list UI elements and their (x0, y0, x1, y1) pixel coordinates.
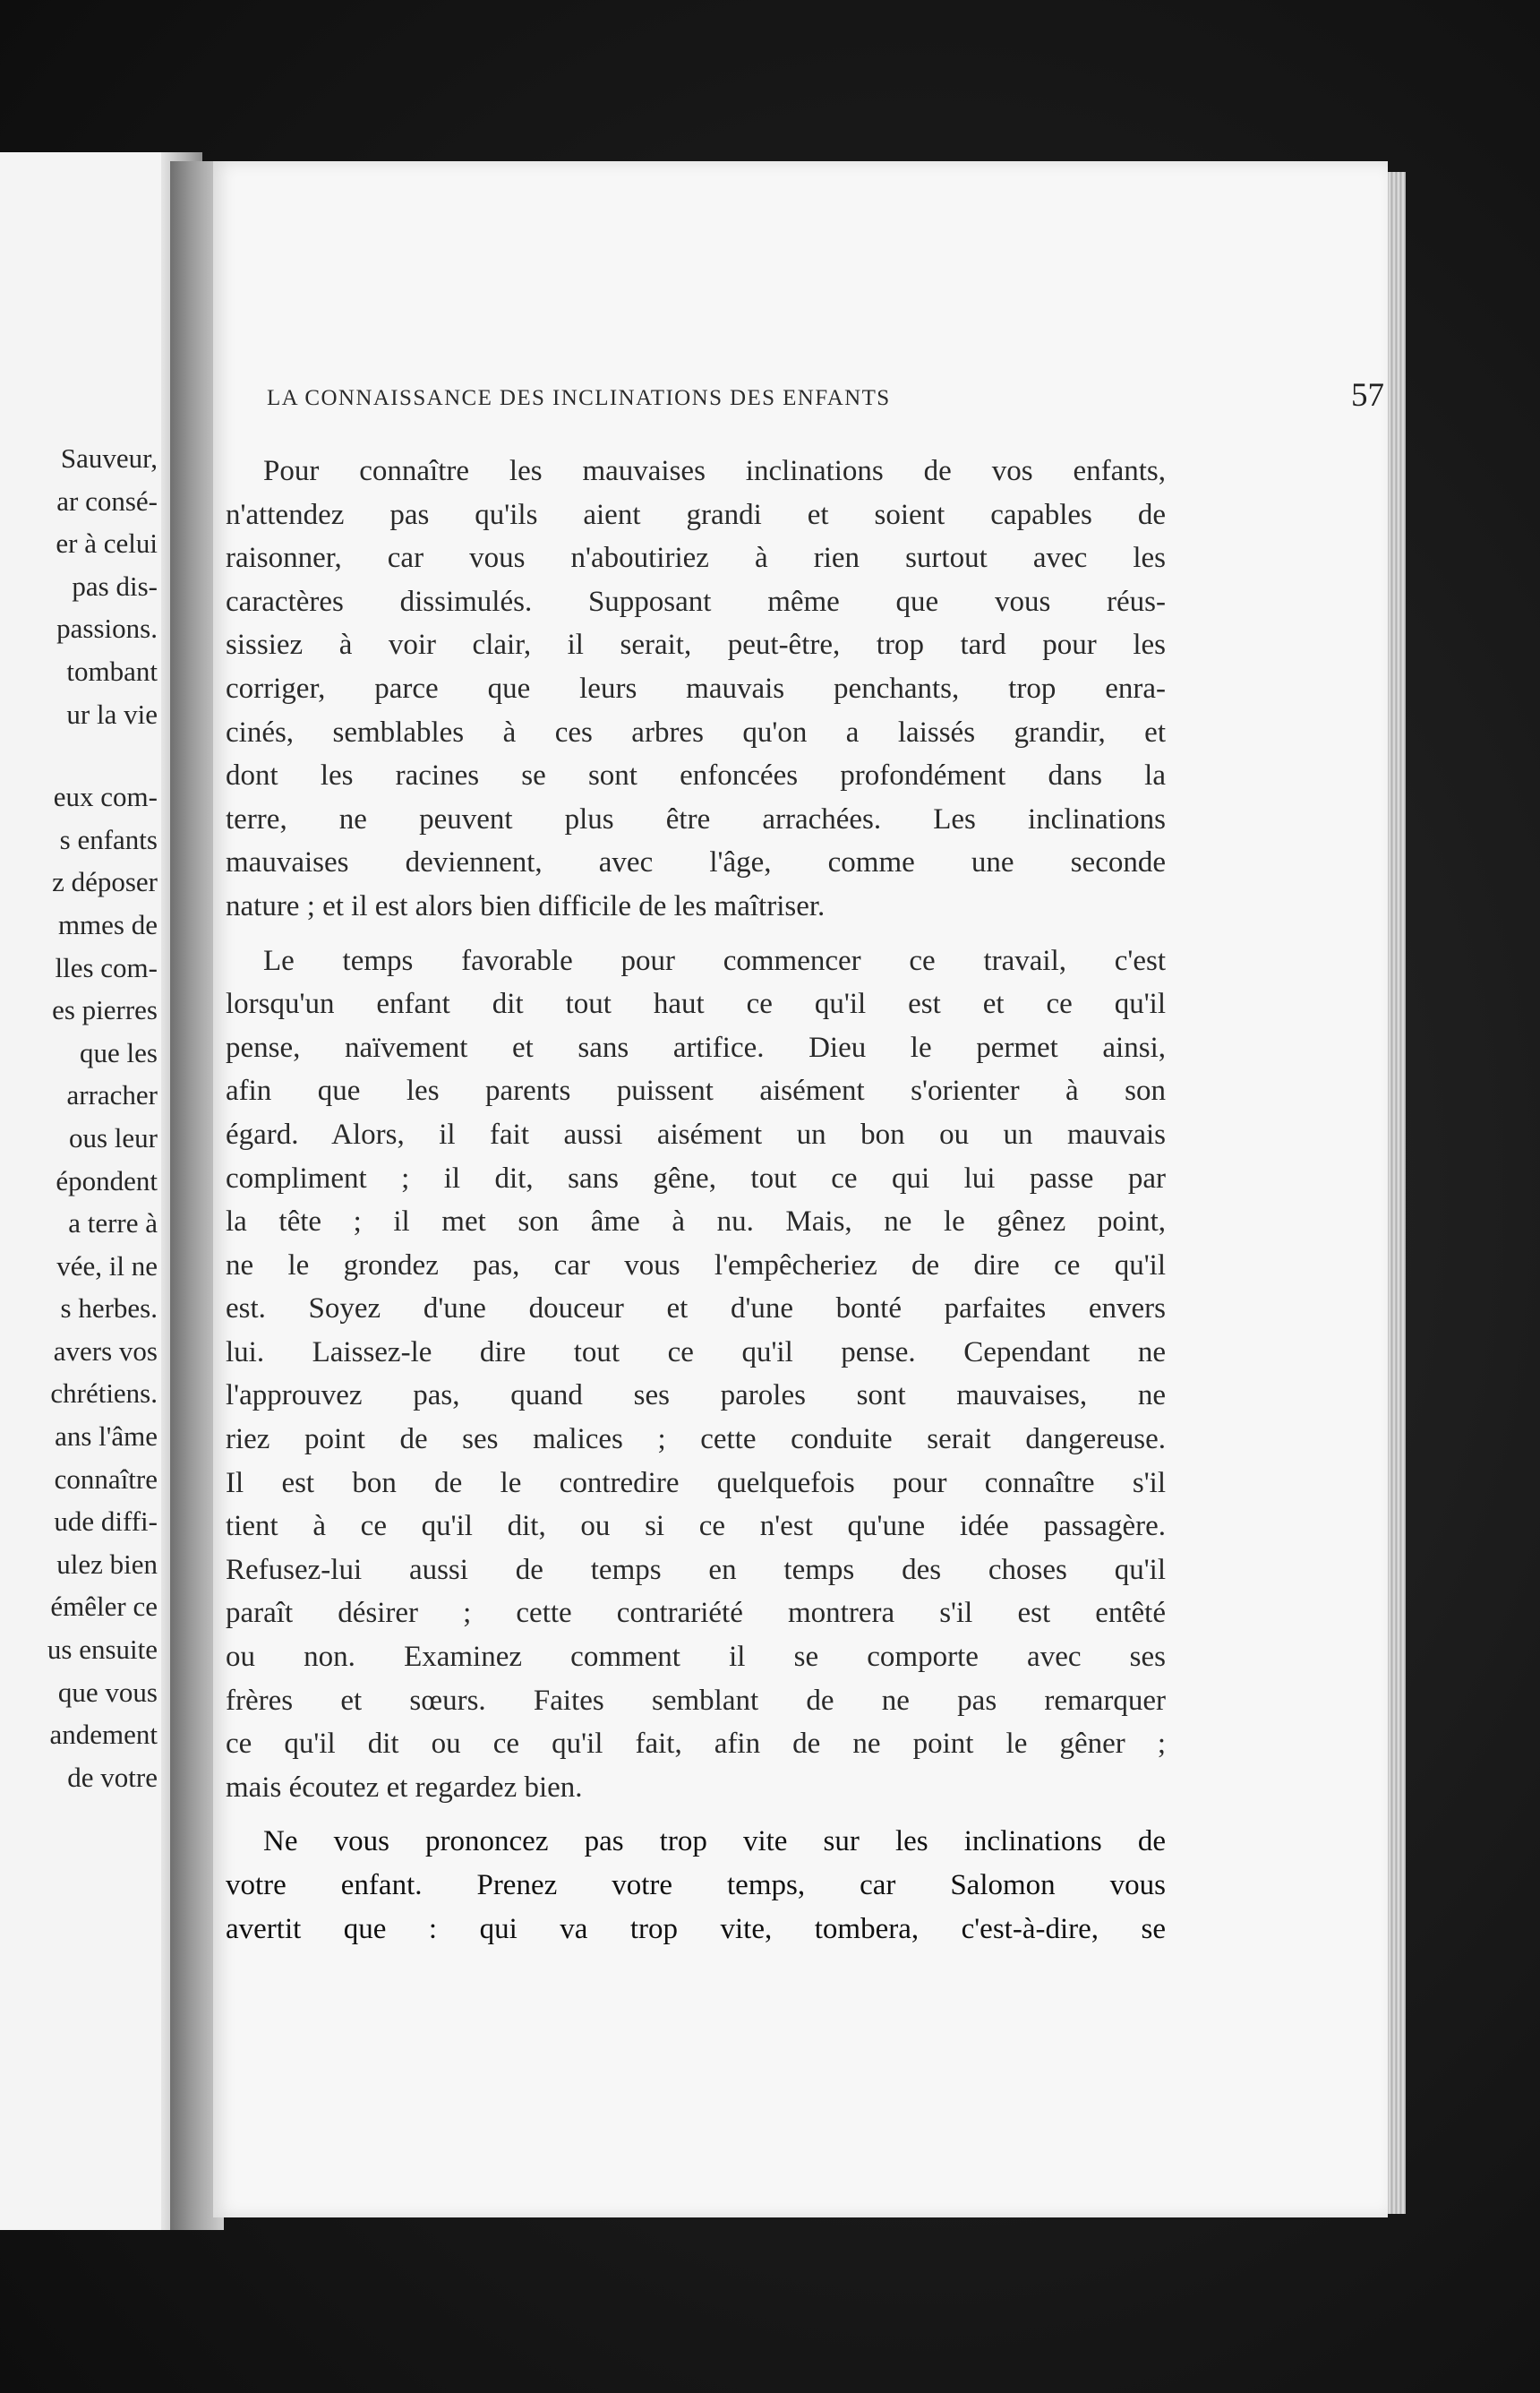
text-line: lui. Laissez-le dire tout ce qu'il pense. Cependant ne (226, 1335, 1166, 1368)
text-line: cinés, semblables à ces arbres qu'on a laissés grandir, et (226, 716, 1166, 749)
left-line: es pierres (52, 994, 158, 1026)
left-line: que les (80, 1036, 158, 1068)
text-line: terre, ne peuvent plus être arrachées. Les inclinations (226, 802, 1166, 836)
text-line: Pour connaître les mauvaises inclinations de vos enfants, (263, 455, 1166, 487)
left-line: épondent (56, 1164, 158, 1196)
left-line: arracher (66, 1079, 158, 1111)
text-line: égard. Alors, il fait aussi aisément un bon ou un mauvais (226, 1118, 1166, 1151)
left-line: a terre à (68, 1207, 158, 1239)
text-line: riez point de ses malices ; cette conduite serait dangereuse. (226, 1423, 1166, 1456)
left-line: connaître (54, 1462, 158, 1495)
text-line: lorsqu'un enfant dit tout haut ce qu'il est et ce qu'il (226, 988, 1166, 1021)
left-line: er à celui (56, 527, 158, 560)
left-line: s herbes. (60, 1292, 158, 1325)
left-line: avers vos (53, 1334, 158, 1367)
left-line: émêler ce (50, 1591, 158, 1623)
text-line: compliment ; il dit, sans gêne, tout ce qui lui passe par (226, 1162, 1166, 1195)
page-body (226, 450, 1166, 1951)
text-line: dont les racines se sont enfoncées profondément dans la (226, 759, 1166, 793)
text-line: Le temps favorable pour commencer ce travail, c'est (263, 944, 1166, 977)
text-line: Refusez-lui aussi de temps en temps des choses qu'il (226, 1553, 1166, 1586)
text-line: caractères dissimulés. Supposant même que vous réus- (226, 585, 1166, 618)
left-line: z déposer (52, 866, 158, 898)
left-line: que vous (57, 1676, 158, 1708)
text-line: paraît désirer ; cette contrariété montrera s'il est entêté (226, 1597, 1166, 1630)
text-line: mauvaises deviennent, avec l'âge, comme une seconde (226, 846, 1166, 879)
left-line: mmes de (57, 908, 158, 940)
text-line: avertit que : qui va trop vite, tombera, c'est-à-dire, se (226, 1912, 1166, 1945)
left-line: eux com- (53, 781, 158, 813)
text-line: l'approuvez pas, quand ses paroles sont mauvaises, ne (226, 1379, 1166, 1412)
paragraph-2 (226, 939, 1166, 1810)
page-number: 57 (1351, 377, 1384, 414)
left-line: lles com- (55, 951, 158, 983)
text-line: frères et sœurs. Faites semblant de ne pas remarquer (226, 1684, 1166, 1717)
left-line: passions. (56, 613, 158, 645)
page-header (267, 373, 1384, 422)
text-line: est. Soyez d'une douceur et d'une bonté parfaites envers (226, 1292, 1166, 1325)
left-page-text (47, 437, 158, 1798)
left-line: ans l'âme (55, 1420, 158, 1453)
left-line: ar consé- (56, 485, 158, 517)
left-line: pas dis- (72, 570, 158, 602)
text-line: n'attendez pas qu'ils aient grandi et soient capables de (226, 498, 1166, 531)
text-line: ce qu'il dit ou ce qu'il fait, afin de ne point le gêner ; (226, 1728, 1166, 1761)
text-line: ne le grondez pas, car vous l'empêcheriez de dire ce qu'il (226, 1248, 1166, 1282)
left-line: s enfants (59, 823, 158, 855)
text-line: nature ; et il est alors bien difficile de les maîtriser. (226, 889, 826, 922)
right-page (213, 161, 1388, 2217)
text-line: sissiez à voir clair, il serait, peut-être, trop tard pour les (226, 629, 1166, 662)
left-line: ur la vie (66, 698, 158, 730)
left-line: ude diffi- (54, 1505, 158, 1538)
paragraph-3 (226, 1820, 1166, 1951)
text-line: corriger, parce que leurs mauvais penchants, trop enra- (226, 672, 1166, 705)
text-line: ou non. Examinez comment il se comporte avec ses (226, 1641, 1166, 1674)
left-line: de votre (67, 1761, 158, 1793)
left-line: Sauveur, (60, 442, 158, 474)
text-line: tient à ce qu'il dit, ou si ce n'est qu'une idée passagère. (226, 1510, 1166, 1543)
text-line: raisonner, car vous n'aboutiriez à rien surtout avec les (226, 542, 1166, 575)
paragraph-gap (226, 1809, 1166, 1820)
running-head: LA CONNAISSANCE DES INCLINATIONS DES ENFANTS (267, 386, 891, 410)
paragraph-gap (226, 929, 1166, 939)
left-line: ulez bien (56, 1548, 158, 1580)
text-line: afin que les parents puissent aisément s'orienter à son (226, 1075, 1166, 1108)
text-line: la tête ; il met son âme à nu. Mais, ne le gênez point, (226, 1205, 1166, 1239)
text-line: Ne vous prononcez pas trop vite sur les inclinations de (263, 1825, 1166, 1858)
left-paragraph-gap (47, 735, 158, 776)
left-line: vée, il ne (56, 1249, 158, 1282)
text-line: mais écoutez et regardez bien. (226, 1771, 583, 1804)
text-line: votre enfant. Prenez votre temps, car Salomon vous (226, 1869, 1166, 1901)
left-line: us ensuite (47, 1634, 158, 1666)
left-line: tombant (66, 655, 158, 687)
left-line: chrétiens. (50, 1377, 158, 1410)
text-line: Il est bon de le contredire quelquefois pour connaître s'il (226, 1466, 1166, 1499)
left-line: andement (49, 1719, 158, 1751)
text-line: pense, naïvement et sans artifice. Dieu le permet ainsi, (226, 1031, 1166, 1064)
left-line: ous leur (68, 1121, 158, 1154)
paragraph-1 (226, 450, 1166, 929)
